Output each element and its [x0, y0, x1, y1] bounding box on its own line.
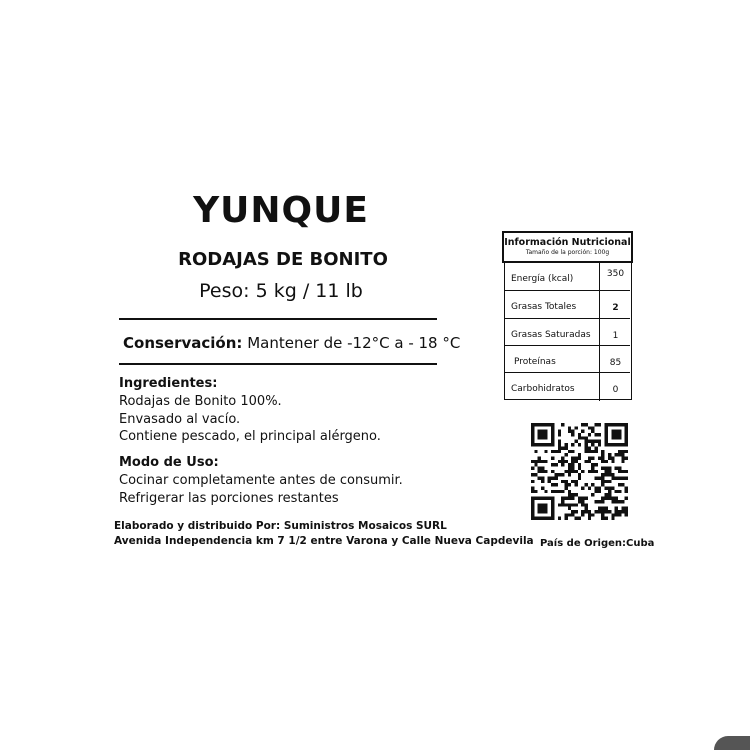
usage-line: Cocinar completamente antes de consumir.: [119, 473, 403, 488]
nutrition-header: [502, 231, 633, 263]
country-of-origin: País de Origen:Cuba: [540, 538, 655, 549]
nutrient-value: 2: [612, 303, 619, 313]
nutrition-row: [505, 372, 630, 401]
nutrient-name: Energía (kcal): [511, 274, 574, 284]
nutrition-row: [505, 318, 630, 347]
nutrient-value: 85: [609, 358, 622, 368]
conservation-label: Conservación:: [123, 334, 243, 352]
nutrient-value-cell: [599, 346, 631, 374]
ingredient-line: Envasado al vacío.: [119, 412, 241, 427]
ingredients-title: Ingredientes:: [119, 376, 218, 391]
nutrition-table: [502, 231, 633, 400]
nutrition-row: [505, 263, 630, 291]
brand-name: YUNQUE: [193, 190, 369, 231]
corner-badge: [714, 736, 750, 750]
conservation-info: [123, 334, 460, 352]
conservation-text: Mantener de -12°C a - 18 °C: [242, 334, 461, 352]
nutrient-value: 350: [606, 269, 625, 279]
nutrient-name: Grasas Saturadas: [511, 330, 591, 340]
product-name: RODAJAS DE BONITO: [178, 249, 388, 270]
nutrient-value-cell: [599, 319, 631, 347]
usage-line: Refrigerar las porciones restantes: [119, 491, 339, 506]
nutrient-value-cell: [599, 373, 631, 401]
address-line: Avenida Independencia km 7 1/2 entre Varona y Calle Nueva Capdevila: [114, 535, 534, 547]
nutrient-name: Grasas Totales: [511, 302, 577, 312]
ingredient-line: Rodajas de Bonito 100%.: [119, 394, 282, 409]
divider-bottom: [119, 363, 437, 365]
nutrition-row: [505, 290, 630, 319]
nutrient-value: 1: [612, 331, 619, 341]
nutrient-name: Proteínas: [514, 357, 556, 367]
product-weight: Peso: 5 kg / 11 lb: [199, 280, 363, 302]
qr-code-icon: [531, 423, 628, 520]
nutrition-serving-size: Tamaño de la porción: 100g: [525, 249, 610, 256]
nutrient-value-cell: [599, 291, 631, 319]
manufacturer-line: Elaborado y distribuido Por: Suministros Mosaicos SURL: [114, 520, 447, 532]
nutrient-value: 0: [612, 385, 619, 395]
nutrient-value-cell: [599, 263, 631, 291]
divider-top: [119, 318, 437, 320]
nutrition-row: [505, 345, 630, 374]
nutrient-name: Carbohidratos: [511, 384, 575, 394]
ingredient-line: Contiene pescado, el principal alérgeno.: [119, 429, 381, 444]
usage-title: Modo de Uso:: [119, 455, 219, 470]
nutrition-body: [504, 262, 632, 400]
nutrition-title: Información Nutricional: [504, 237, 631, 248]
